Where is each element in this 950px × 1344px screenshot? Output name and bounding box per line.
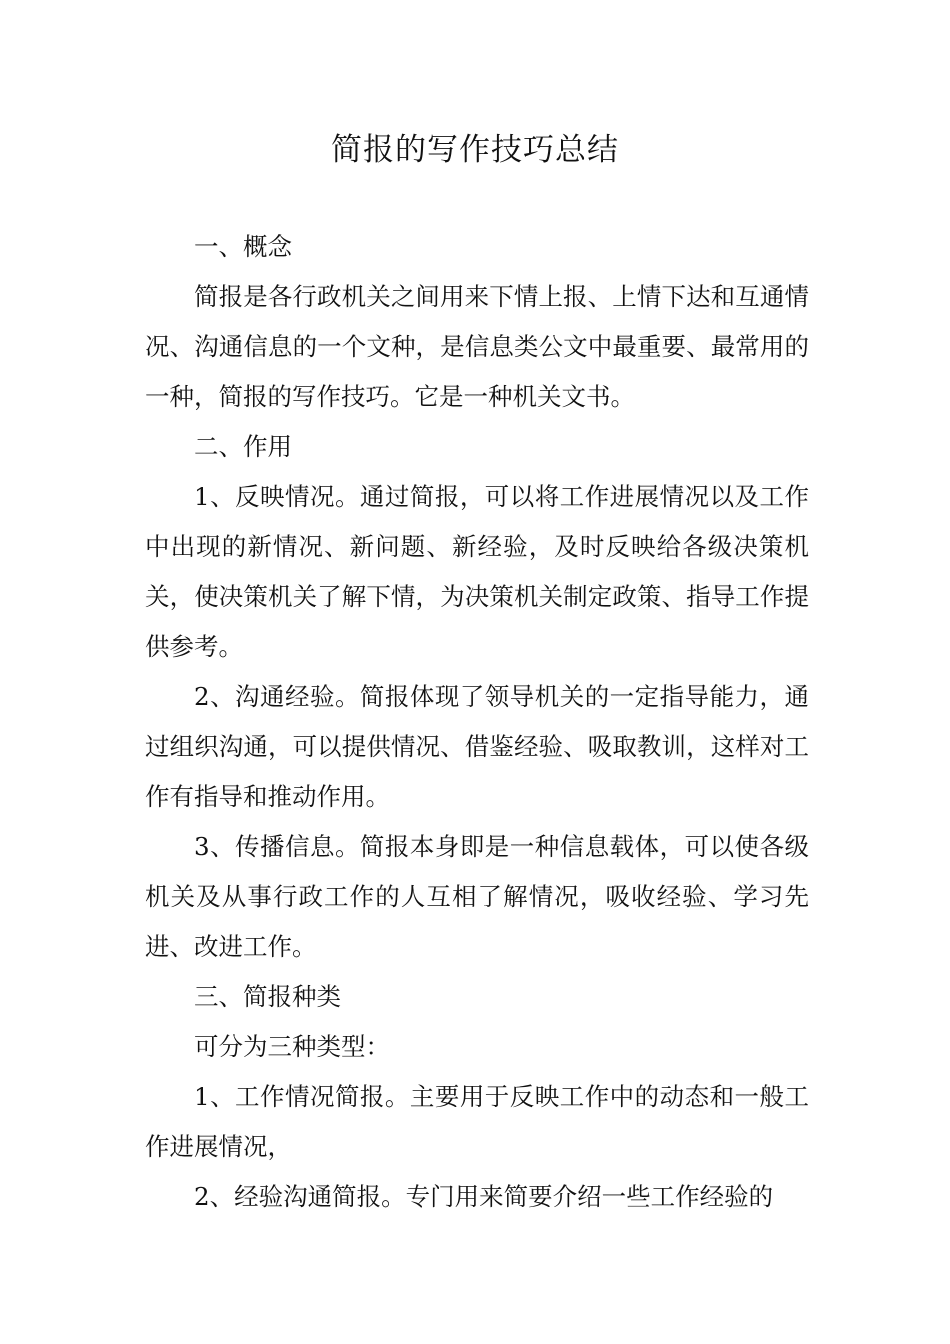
paragraph-function-2: 2、沟通经验。简报体现了领导机关的一定指导能力，通过组织沟通，可以提供情况、借鉴经验、吸取教训，这样对工作有指导和推动作用。 xyxy=(145,682,809,811)
paragraph-type-2: 2、经验沟通简报。专门用来简要介绍一些工作经验的 xyxy=(194,1182,774,1211)
paragraph-concept: 简报是各行政机关之间用来下情上报、上情下达和互通情况、沟通信息的一个文种，是信息类公文中最重要、最常用的一种，简报的写作技巧。它是一种机关文书。 xyxy=(145,282,809,411)
paragraph-function-1: 1、反映情况。通过简报，可以将工作进展情况以及工作中出现的新情况、新问题、新经验，及时反映给各级决策机关，使决策机关了解下情，为决策机关制定政策、指导工作提供参考。 xyxy=(145,482,809,661)
heading-function: 二、作用 xyxy=(194,432,292,461)
heading-concept: 一、概念 xyxy=(194,232,292,261)
paragraph-function-3: 3、传播信息。简报本身即是一种信息载体，可以使各级机关及从事行政工作的人互相了解情况，吸收经验、学习先进、改进工作。 xyxy=(145,832,809,961)
heading-types: 三、简报种类 xyxy=(194,982,341,1011)
paragraph-type-1: 1、工作情况简报。主要用于反映工作中的动态和一般工作进展情况， xyxy=(145,1082,809,1161)
paragraph-types-intro: 可分为三种类型： xyxy=(194,1032,390,1061)
document-body xyxy=(145,222,809,1222)
document-title: 简报的写作技巧总结 xyxy=(331,132,619,168)
